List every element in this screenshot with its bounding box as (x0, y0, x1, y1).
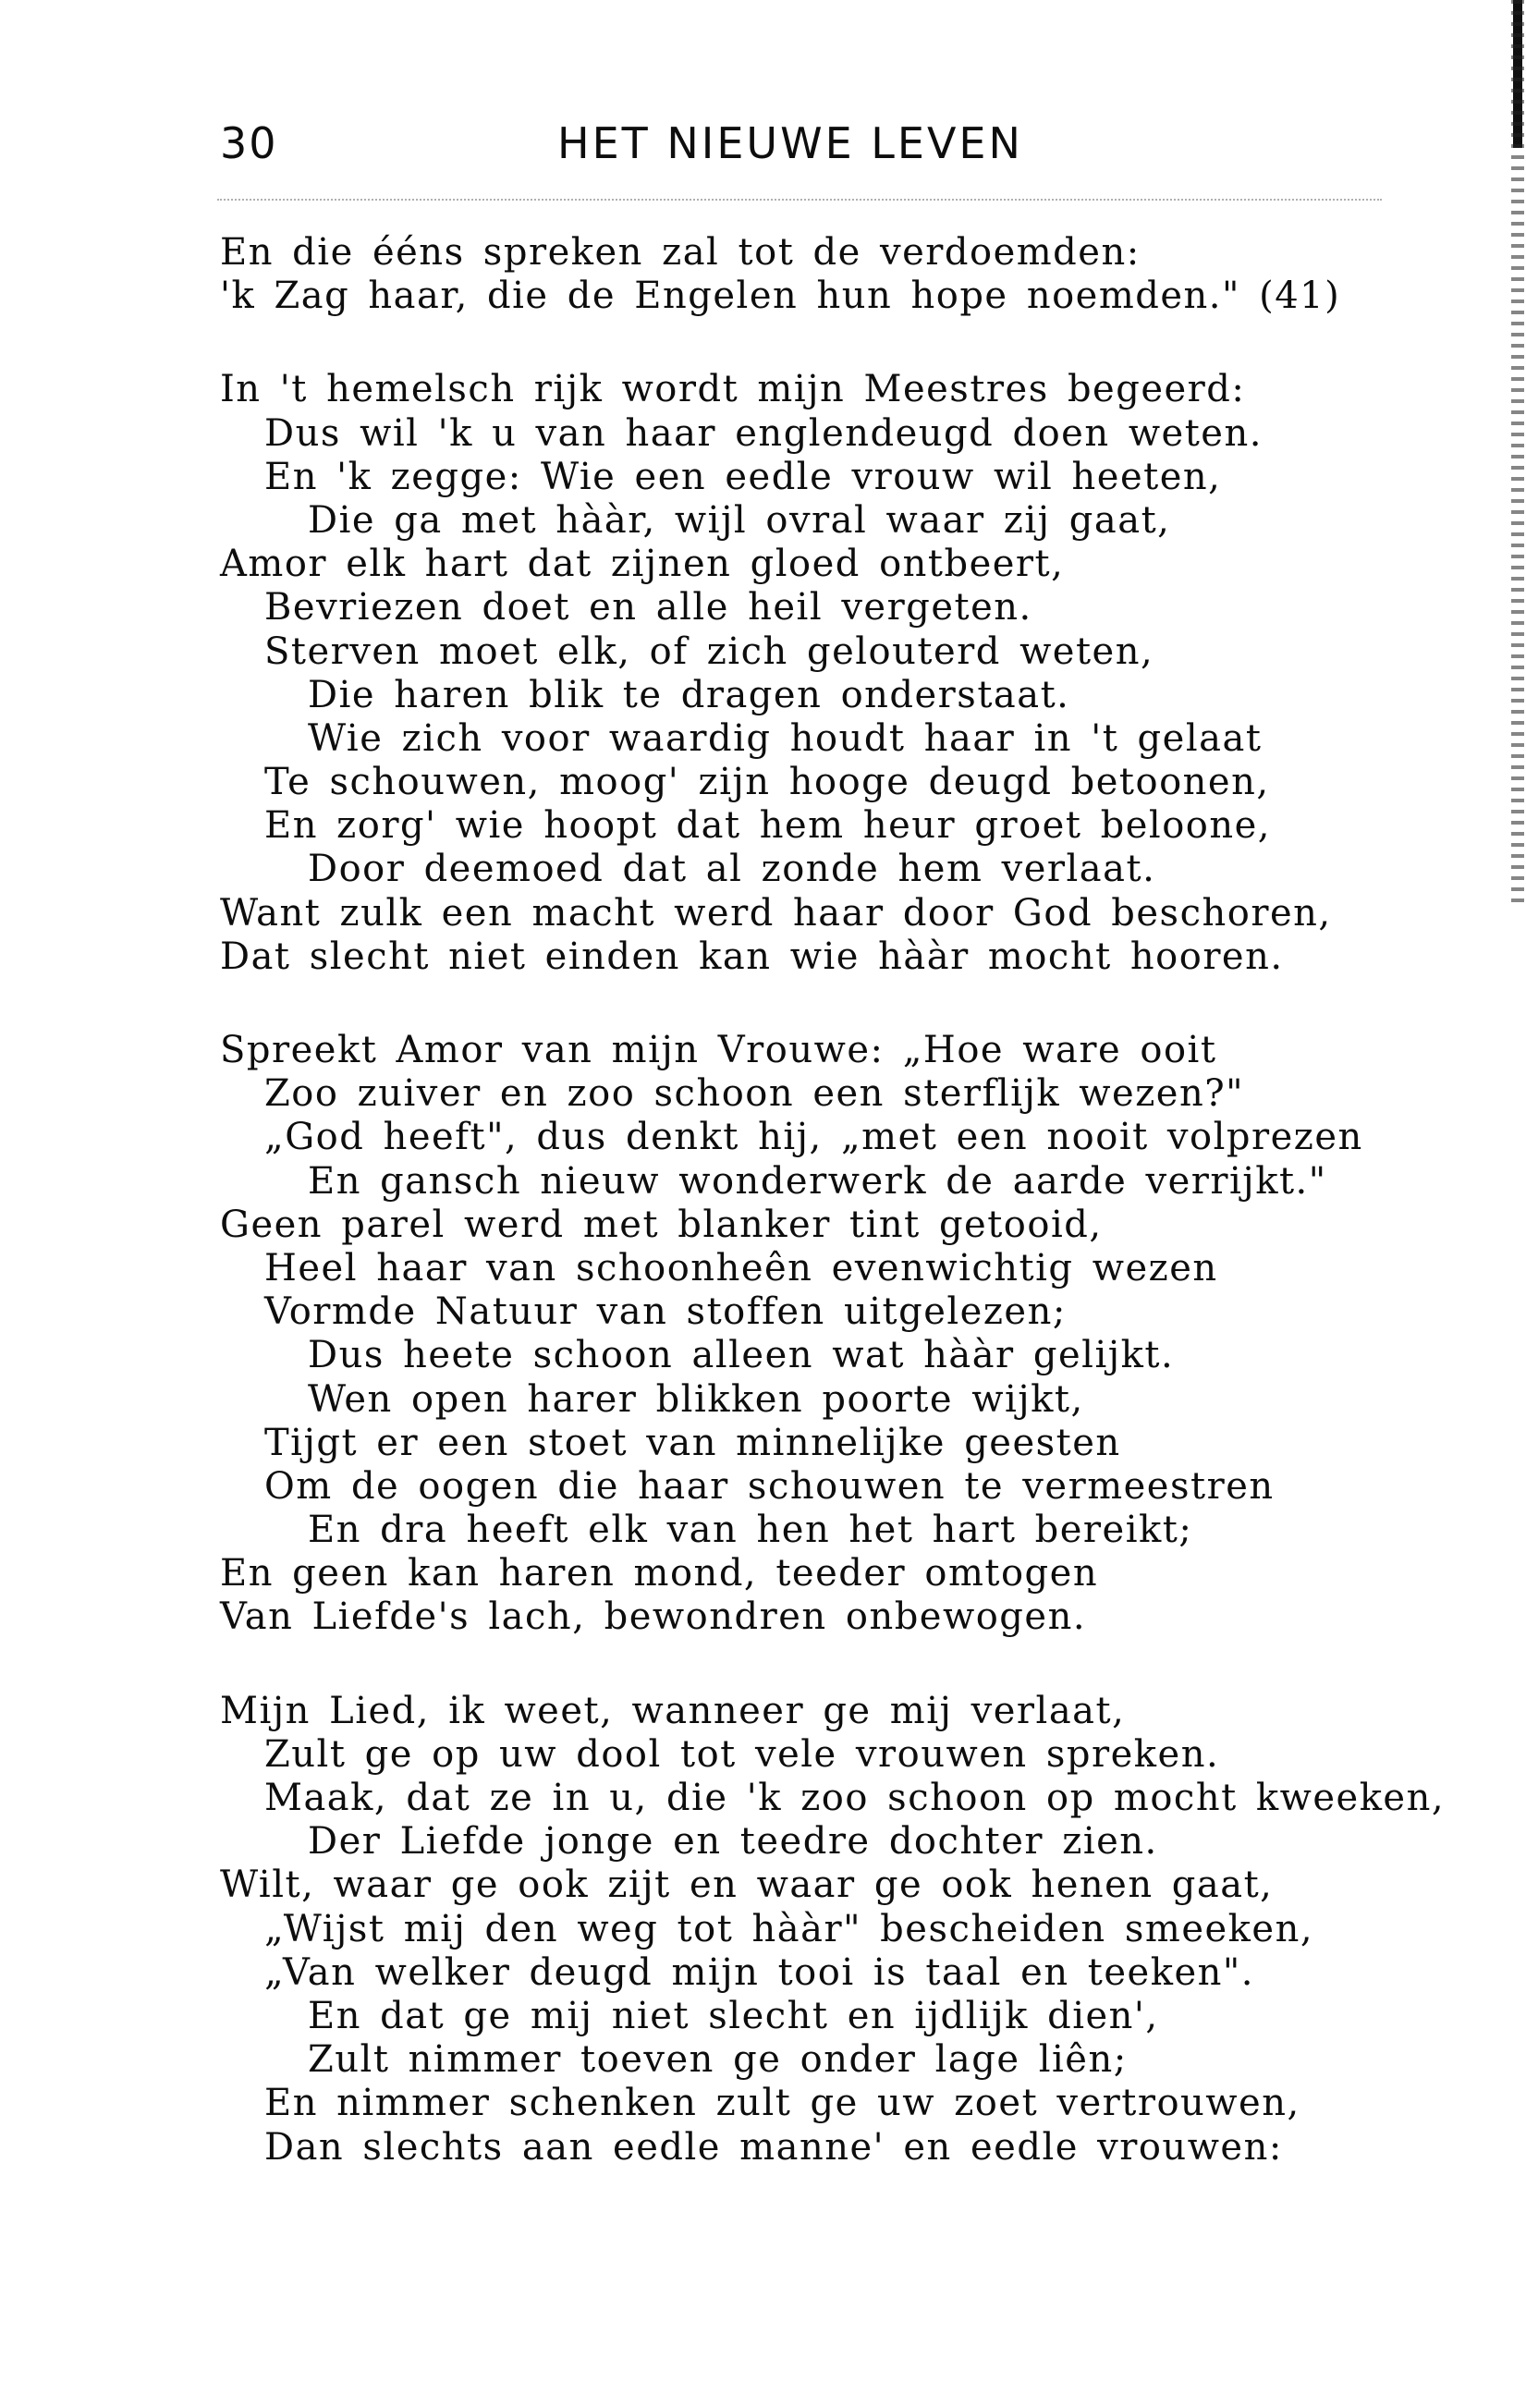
poem-line: Amor elk hart dat zijnen gloed ontbeert, (220, 543, 1065, 586)
poem-line: Van Liefde's lach, bewondren onbewogen. (220, 1595, 1087, 1639)
poem-line: 'k Zag haar, die de Engelen hun hope noemden." (41) (220, 275, 1341, 318)
poem-line: En die ééns spreken zal tot de verdoemden: (220, 231, 1141, 274)
poem-line: Der Liefde jonge en teedre dochter zien. (308, 1820, 1158, 1864)
poem-line: „Van welker deugd mijn tooi is taal en teeken". (264, 1950, 1254, 1994)
poem-line: En zorg' wie hoopt dat hem heur groet beloone, (264, 804, 1272, 848)
poem-line: Mijn Lied, ik weet, wanneer ge mij verlaat, (220, 1689, 1126, 1732)
book-title: HET NIEUWE LEVEN (557, 118, 1023, 168)
poem-line: Door deemoed dat al zonde hem verlaat. (308, 848, 1156, 891)
poem-line: Dan slechts aan eedle manne' en eedle vrouwen: (264, 2125, 1283, 2169)
poem-line: Heel haar van schoonheên evenwichtig wezen (264, 1246, 1218, 1290)
poem-line: En nimmer schenken zult ge uw zoet vertrouwen, (264, 2082, 1300, 2125)
stanza-2 (220, 368, 1505, 979)
poem-line: Spreekt Amor van mijn Vrouwe: „Hoe ware ooit (220, 1029, 1217, 1071)
poem-line: Te schouwen, moog' zijn hooge deugd betoonen, (264, 761, 1270, 804)
poem-line: Die haren blik te dragen onderstaat. (308, 673, 1070, 716)
poem-line: Die ga met hààr, wijl ovral waar zij gaat, (308, 498, 1171, 542)
running-head (220, 118, 1385, 183)
header-rule (217, 199, 1382, 201)
scan-edge-noise (1511, 0, 1524, 906)
poem-line: En gansch nieuw wonderwerk de aarde verrijkt." (308, 1159, 1327, 1203)
poem-line: Dus heete schoon alleen wat hààr gelijkt. (308, 1334, 1175, 1377)
stanza-gap (220, 1640, 1505, 1690)
poem-line: Wilt, waar ge ook zijt en waar ge ook henen gaat, (220, 1864, 1274, 1907)
stanza-1 (220, 231, 1505, 318)
poem-line: Zult nimmer toeven ge onder lage liên; (308, 2038, 1128, 2082)
poem-line: Want zulk een macht werd haar door God beschoren, (220, 891, 1332, 935)
poem-line: Dus wil 'k u van haar englendeugd doen weten. (264, 411, 1263, 455)
poem-line: Vormde Natuur van stoffen uitgelezen; (264, 1290, 1067, 1334)
poem-line: Maak, dat ze in u, die 'k zoo schoon op mocht kweeken, (264, 1777, 1446, 1819)
poem-line: In 't hemelsch rijk wordt mijn Meestres begeerd: (220, 368, 1246, 411)
poem-line: Tijgt er een stoet van minnelijke geesten (264, 1421, 1121, 1464)
poem-line: Dat slecht niet einden kan wie hààr mocht hooren. (220, 935, 1284, 978)
poem-line: „Wijst mij den weg tot hààr" bescheiden smeeken, (264, 1907, 1314, 1950)
stanza-gap (220, 318, 1505, 368)
poem-line: En dra heeft elk van hen het hart bereikt; (308, 1509, 1193, 1552)
poem-line: Geen parel werd met blanker tint getooid, (220, 1203, 1103, 1246)
poem-line: „God heeft", dus denkt hij, „met een nooit volprezen (264, 1116, 1363, 1159)
poem-line: Zult ge op uw dool tot vele vrouwen spreken. (264, 1732, 1220, 1776)
poem-body (220, 231, 1505, 2170)
stanza-gap (220, 979, 1505, 1029)
poem-line: En dat ge mij niet slecht en ijdlijk dien', (308, 1994, 1159, 2037)
poem-line: En geen kan haren mond, teeder omtogen (220, 1552, 1099, 1595)
page-number: 30 (220, 118, 278, 168)
poem-line: En 'k zegge: Wie een eedle vrouw wil heeten, (264, 455, 1222, 498)
poem-line: Bevriezen doet en alle heil vergeten. (264, 586, 1032, 630)
poem-line: Sterven moet elk, of zich gelouterd weten, (264, 630, 1154, 673)
poem-line: Wie zich voor waardig houdt haar in 't gelaat (308, 716, 1263, 760)
stanza-3 (220, 1029, 1505, 1640)
stanza-4 (220, 1690, 1505, 2170)
poem-line: Wen open harer blikken poorte wijkt, (308, 1377, 1084, 1421)
poem-line: Om de oogen die haar schouwen te vermeestren (264, 1464, 1275, 1508)
poem-line: Zoo zuiver en zoo schoon een sterflijk wezen?" (264, 1072, 1245, 1116)
